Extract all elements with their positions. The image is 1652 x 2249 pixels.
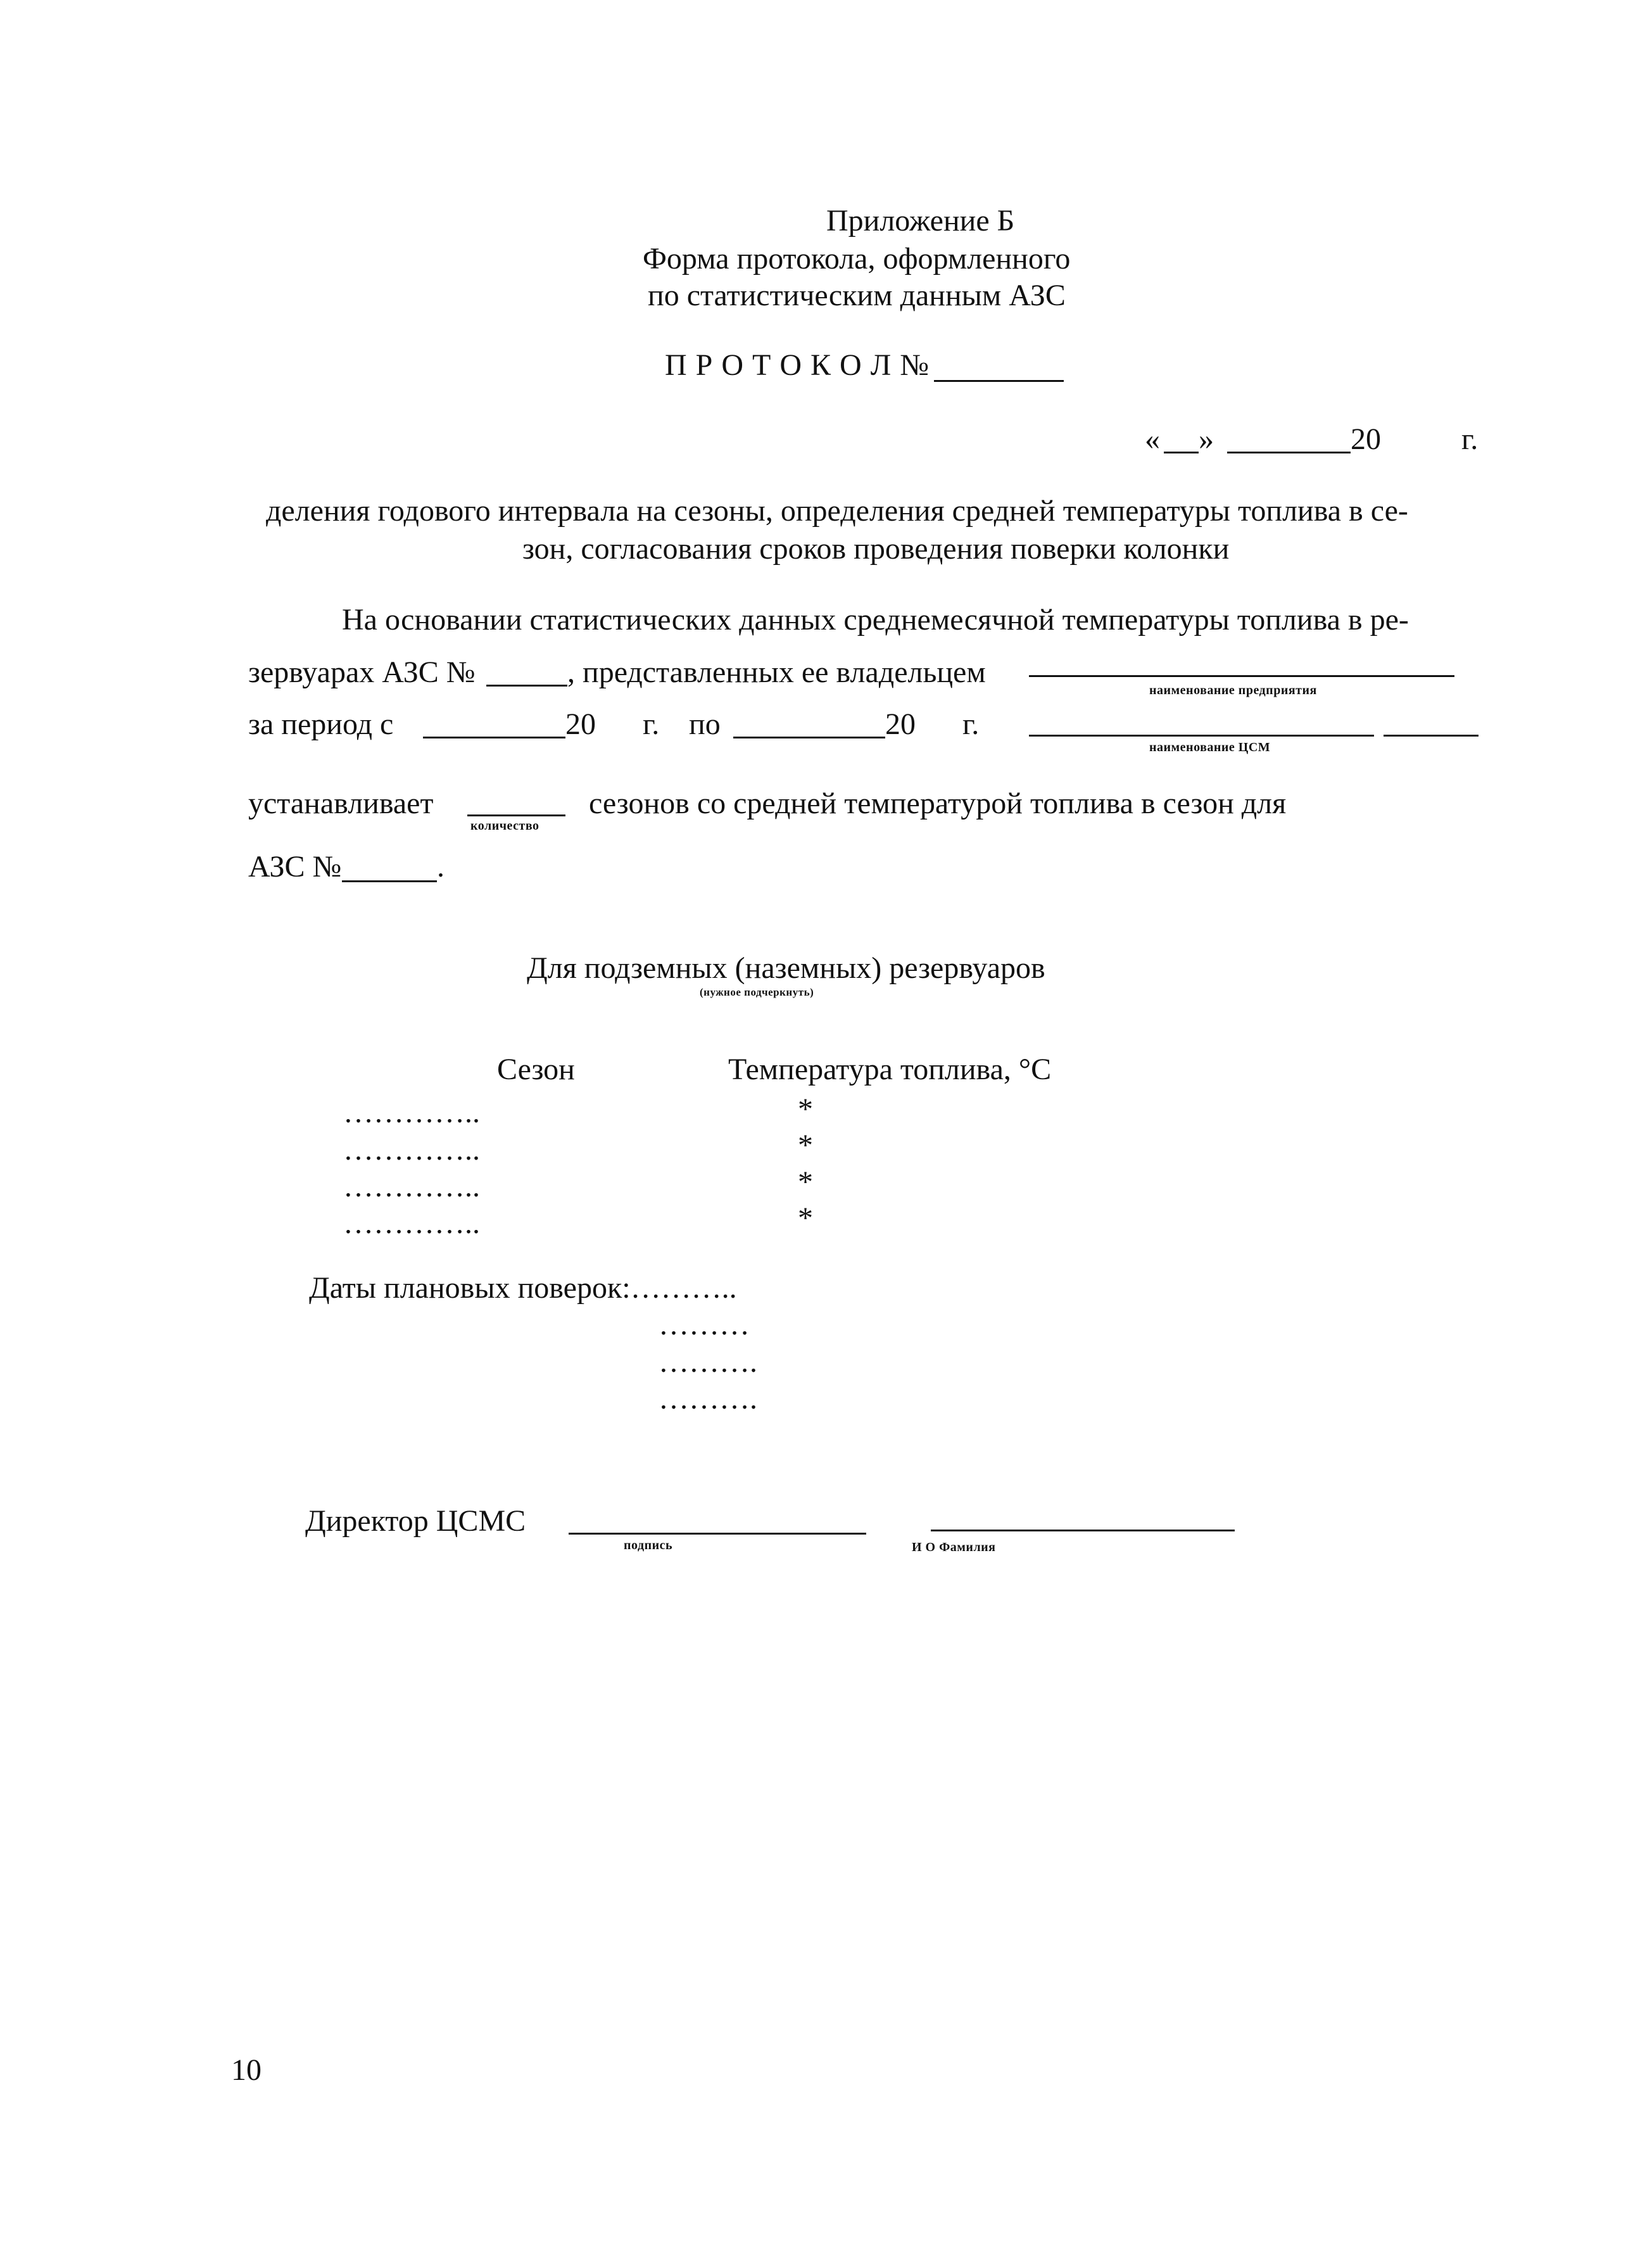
date-close-quote: » xyxy=(1199,422,1214,456)
page-number: 10 xyxy=(231,2053,262,2087)
name-caption: И О Фамилия xyxy=(912,1540,996,1554)
period-start-blank xyxy=(423,737,565,738)
temperature-row-1: * xyxy=(798,1093,813,1126)
temperature-row-2: * xyxy=(798,1129,813,1162)
inspection-date-2: ………. xyxy=(659,1345,757,1379)
establishes-label: устанавливает xyxy=(248,787,434,820)
period-end-blank xyxy=(733,737,885,738)
season-row-3: ………….. xyxy=(343,1170,480,1203)
period-end-year: 20 xyxy=(885,707,916,741)
temperature-row-3: * xyxy=(798,1165,813,1199)
azs-number-dot: . xyxy=(437,850,445,884)
appendix-label: Приложение Б xyxy=(826,204,1015,238)
season-row-2: ………….. xyxy=(343,1133,480,1167)
column-header-temperature: Температура топлива, °С xyxy=(728,1053,1052,1086)
csm-extra-blank xyxy=(1384,735,1479,737)
azs-number-blank-2 xyxy=(342,880,437,882)
seasons-text: сезонов со средней температурой топлива в сезон для xyxy=(589,787,1287,820)
form-subtitle-line-2: по статистическим данным АЗС xyxy=(648,279,1066,312)
protocol-number-blank xyxy=(934,380,1064,382)
period-to-label: по xyxy=(689,707,721,741)
inspection-date-1: ……… xyxy=(659,1308,750,1341)
body-line-1: На основании статистических данных среднемесячной температуры топлива в ре- xyxy=(342,603,1409,637)
enterprise-name-blank xyxy=(1029,675,1454,677)
signature-blank xyxy=(569,1533,866,1535)
column-header-season: Сезон xyxy=(497,1053,575,1086)
season-count-caption: количество xyxy=(470,819,539,833)
body-owner-text: , представленных ее владельцем xyxy=(567,656,986,689)
date-year-suffix: г. xyxy=(1461,422,1479,456)
purpose-line-2: зон, согласования сроков проведения поверки колонки xyxy=(522,532,1230,566)
azs-number-label: АЗС № xyxy=(248,850,342,884)
enterprise-name-caption: наименование предприятия xyxy=(1149,683,1317,697)
reservoirs-caption: (нужное подчеркнуть) xyxy=(700,986,814,998)
reservoirs-heading: Для подземных (наземных) резервуаров xyxy=(527,951,1045,985)
date-month-blank xyxy=(1227,452,1351,453)
date-open-quote: « xyxy=(1145,422,1160,456)
azs-number-blank xyxy=(486,685,567,687)
protocol-title: П Р О Т О К О Л № xyxy=(665,348,930,382)
date-year-prefix: 20 xyxy=(1351,422,1381,456)
csm-name-blank xyxy=(1029,735,1374,737)
season-count-blank xyxy=(467,814,565,816)
period-start-g: г. xyxy=(643,707,660,741)
name-blank xyxy=(931,1530,1235,1531)
director-label: Директор ЦСМС xyxy=(305,1504,526,1538)
form-subtitle-line-1: Форма протокола, оформленного xyxy=(643,242,1071,276)
period-label: за период с xyxy=(248,707,394,741)
purpose-line-1: деления годового интервала на сезоны, определения средней температуры топлива в се- xyxy=(266,494,1408,528)
date-day-blank xyxy=(1164,452,1199,453)
season-row-4: ………….. xyxy=(343,1207,480,1240)
inspection-dates-label: Даты плановых поверок:……….. xyxy=(309,1271,737,1305)
period-end-g: г. xyxy=(962,707,980,741)
signature-caption: подпись xyxy=(624,1538,673,1552)
inspection-date-3: ………. xyxy=(659,1382,757,1416)
season-row-1: ………….. xyxy=(343,1096,480,1129)
body-azs-label: зервуарах АЗС № xyxy=(248,656,476,689)
period-start-year: 20 xyxy=(565,707,596,741)
csm-name-caption: наименование ЦСМ xyxy=(1149,740,1271,754)
temperature-row-4: * xyxy=(798,1201,813,1235)
